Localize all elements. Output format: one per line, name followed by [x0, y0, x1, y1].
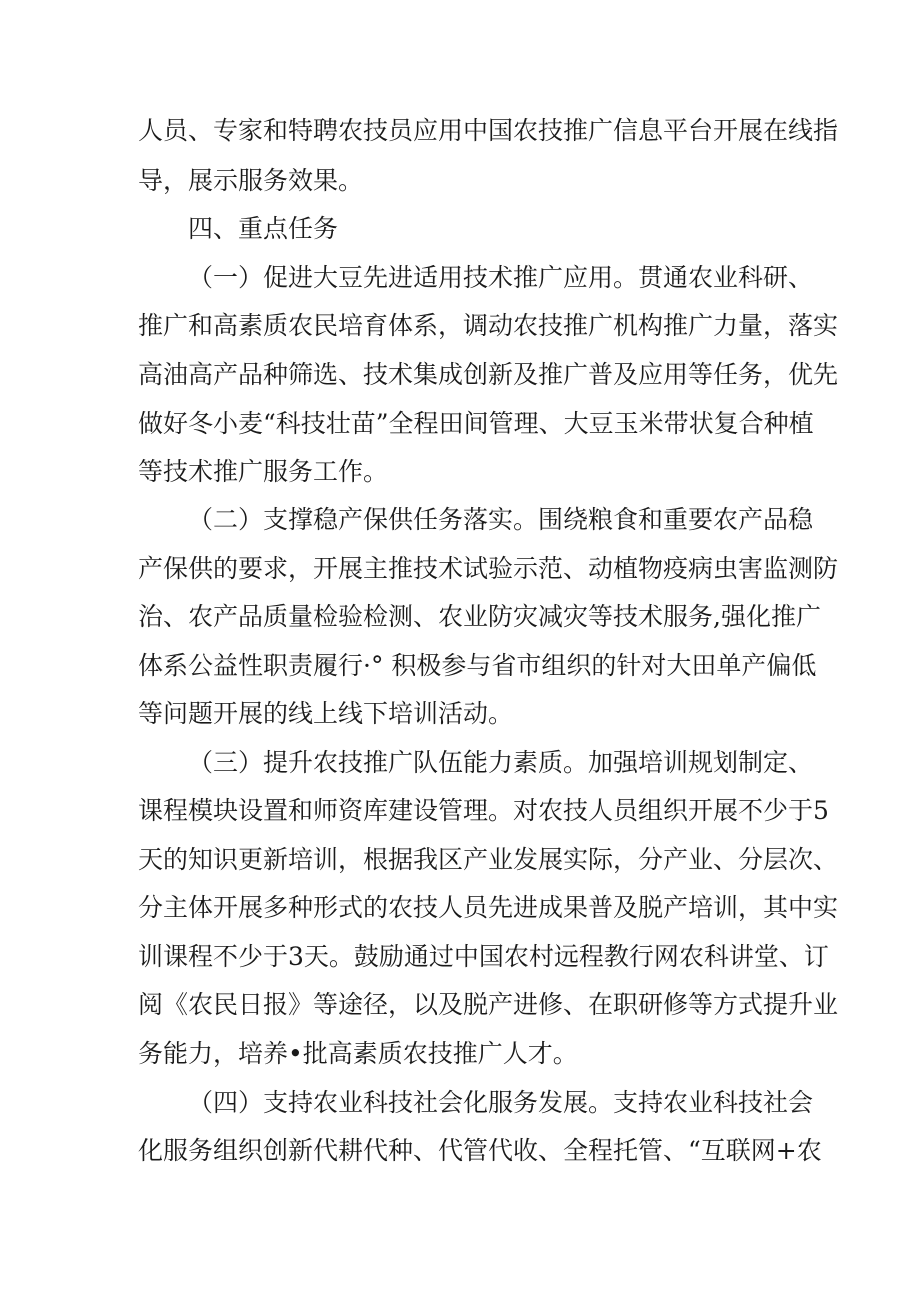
- text-line: 等技术推广服务工作。: [138, 457, 389, 486]
- paragraph-first-line: （二）支撑稳产保供任务落实。围绕粮食和重要农产品稳: [188, 505, 814, 534]
- text-line: 等问题开展的线上线下培训活动。: [138, 699, 514, 728]
- text-line: 体系公益性职责履行·° 积极参与省市组织的针对大田单产偏低: [138, 651, 817, 680]
- text-line: 推广和高素质农民培育体系，调动农技推广机构推广力量，落实: [138, 311, 839, 340]
- text-line: 阅《农民日报》等途径，以及脱产进修、在职研修等方式提升业: [138, 990, 839, 1019]
- section-heading: 四、重点任务: [188, 214, 339, 243]
- text-line: 高油高产品种筛选、技术集成创新及推广普及应用等任务，优先: [138, 360, 839, 389]
- text-line: 化服务组织创新代耕代种、代管代收、全程托管、“互联网+农: [138, 1136, 822, 1165]
- text-line: 分主体开展多种形式的农技人员先进成果普及脱产培训，其中实: [138, 893, 839, 922]
- paragraph-first-line: （四）支持农业科技社会化服务发展。支持农业科技社会: [188, 1088, 814, 1117]
- text-line: 天的知识更新培训，根据我区产业发展实际，分产业、分层次、: [138, 845, 839, 874]
- text-line: 务能力，培养•批高素质农技推广人才。: [138, 1039, 578, 1068]
- text-line: 做好冬小麦“科技壮苗”全程田间管理、大豆玉米带状复合种植: [138, 409, 814, 438]
- text-line: 治、农产品质量检验检测、农业防灾减灾等技术服务,强化推广: [138, 602, 821, 631]
- text-line: 课程模块设置和师资库建设管理。对农技人员组织开展不少于5: [138, 796, 829, 825]
- text-line: 训课程不少于3天。鼓励通过中国农村远程教行网农科讲堂、订: [138, 942, 829, 971]
- text-line: 导，展示服务效果。: [138, 166, 364, 195]
- paragraph-first-line: （三）提升农技推广队伍能力素质。加强培训规划制定、: [188, 748, 814, 777]
- text-line: 产保供的要求，开展主推技术试验示范、动植物疫病虫害监测防: [138, 554, 839, 583]
- paragraph-first-line: （一）促进大豆先进适用技术推广应用。贯通农业科研、: [188, 263, 814, 292]
- text-line: 人员、专家和特聘农技员应用中国农技推广信息平台开展在线指: [138, 116, 839, 145]
